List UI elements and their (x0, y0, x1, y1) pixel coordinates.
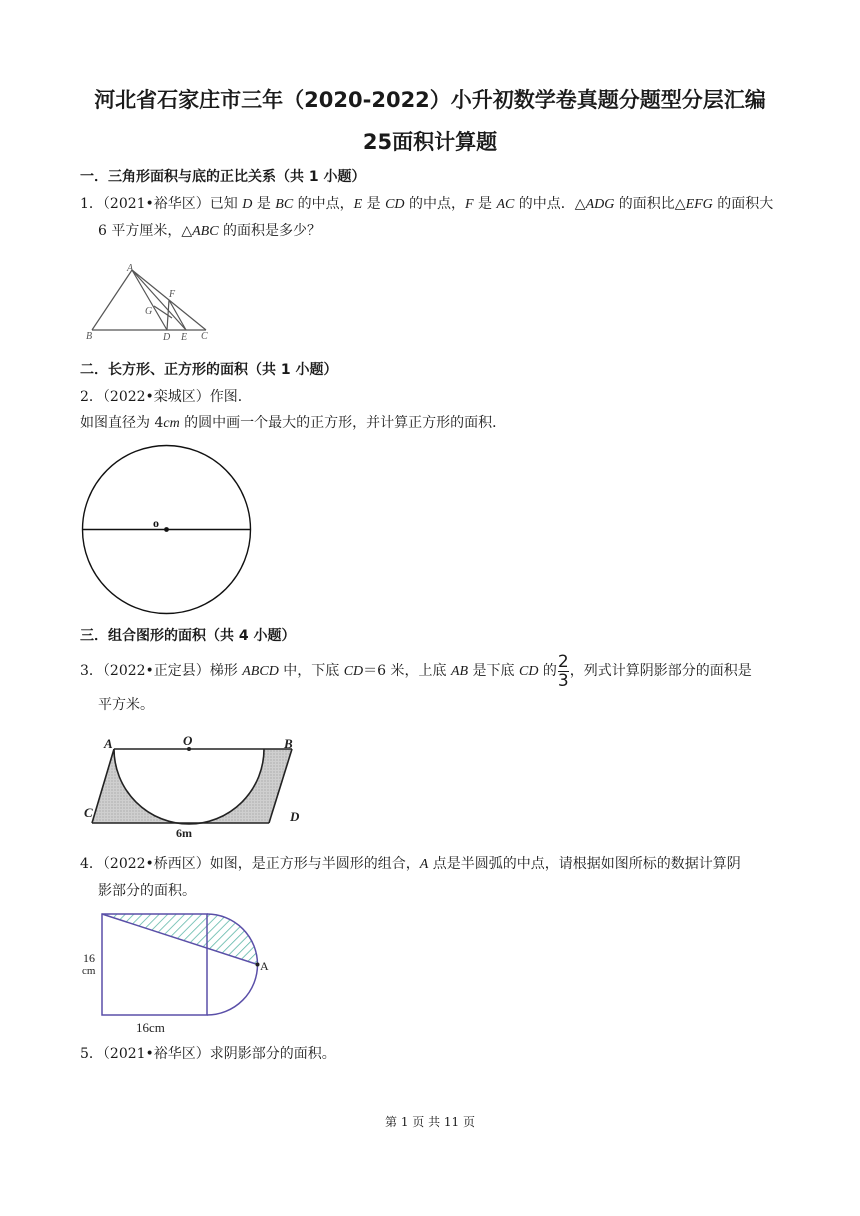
label-a: A (127, 263, 134, 274)
question-4: 4．（2022•桥西区）如图，是正方形与半圆形的组合，A 点是半圆弧的中点，请根据如图所标的数据计算阴 影部分的面积。 (80, 856, 741, 899)
document-title-line2: 25面积计算题 (362, 130, 498, 154)
label-a: A (260, 959, 269, 973)
label-a: A (104, 736, 113, 751)
section-heading-3: 三．组合图形的面积（共 4 小题） (80, 628, 296, 644)
label-bottom: 6m (176, 826, 192, 840)
label-side-unit: cm (82, 965, 96, 977)
label-e: E (181, 332, 188, 343)
label-d: D (290, 809, 300, 824)
label-d: D (163, 332, 171, 343)
question-2: 2．（2022•栾城区）作图． 如图直径为 4cm 的圆中画一个最大的正方形，并计算正方形的面积． (80, 389, 507, 431)
circle-figure (80, 443, 254, 617)
section-heading-2: 二．长方形、正方形的面积（共 1 小题） (80, 362, 338, 378)
label-c: C (201, 331, 208, 342)
document-title-line1: 河北省石家庄市三年（2020-2022）小升初数学卷真题分题型分层汇编 (94, 88, 766, 112)
page-footer: 第 1 页 共 11 页 (385, 1115, 475, 1129)
question-1: 1．（2021•裕华区）已知 D 是 BC 的中点，E 是 CD 的中点，F 是 AC 的中点．△ADG 的面积比△EFG 的面积大 6 平方厘米，△ABC 的面积是多少？ (80, 196, 774, 239)
label-g: G (145, 306, 153, 317)
label-bottom: 16cm (136, 1020, 165, 1035)
center-label: o (153, 516, 159, 530)
label-side-num: 16 (83, 951, 95, 965)
label-b: B (284, 736, 293, 751)
label-b: B (86, 331, 93, 342)
label-f: F (169, 289, 176, 300)
triangle-figure (84, 262, 224, 344)
question-3: 3．（2022•正定县）梯形 ABCD 中，下底 CD＝6 米，上底 AB 是下底 CD 的 $\frac{2}{3}$ ，列式计算阴影部分的面积是 平方米。 (80, 651, 752, 713)
trapezoid-figure (84, 735, 309, 840)
label-c: C (84, 805, 93, 820)
center-point (164, 527, 169, 532)
section-heading-1: 一．三角形面积与底的正比关系（共 1 小题） (80, 169, 366, 185)
label-o: O (183, 733, 193, 748)
square-semicircle-figure (80, 908, 280, 1038)
fraction-two-thirds: $\frac{2}{3}$ (557, 651, 569, 691)
question-5: 5．（2021•裕华区）求阴影部分的面积。 (80, 1046, 336, 1062)
